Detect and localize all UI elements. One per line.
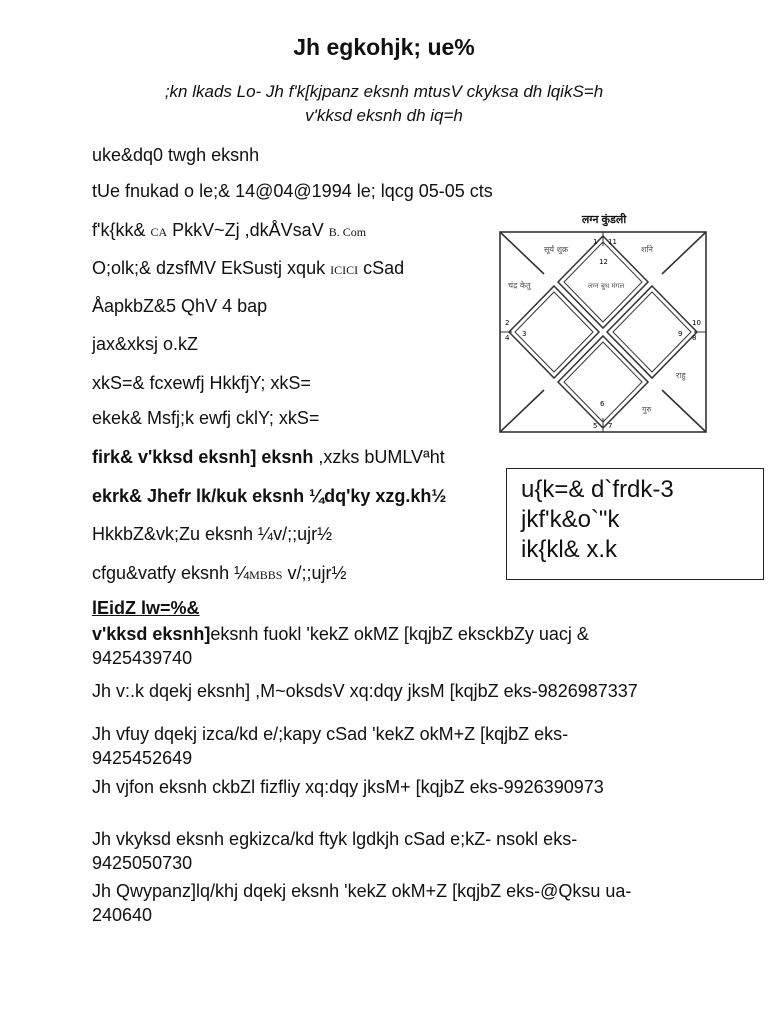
planet-label: गुरु	[642, 405, 652, 414]
house-number: 5	[593, 422, 598, 430]
kundali-diagram	[496, 226, 712, 440]
contacts-heading: lEidZ lw=%&	[92, 598, 200, 618]
rashi-line: jkf'k&o`"k	[521, 506, 620, 533]
house-number: 6	[600, 400, 605, 408]
detail-father	[92, 447, 445, 468]
contact-text: eksnh fuokl 'kekZ okMZ [kqjbZ eksckbZy uacj & 9425439740	[92, 624, 589, 668]
education-middle: PkkV~Zj ,dkÅVsaV	[167, 220, 329, 240]
house-number: 4	[505, 334, 510, 342]
house-number: 1	[593, 238, 598, 246]
sister-degree: MBBS	[249, 568, 283, 582]
subtitle-line-1: ;kn lkads Lo- Jh f'k[kjpanz eksnh mtusV ckyksa dh lqikS=h	[164, 82, 604, 101]
house-number: 3	[522, 330, 527, 338]
house-number: 11	[608, 238, 617, 246]
education-prefix: f'k{kk&	[92, 220, 151, 240]
detail-education	[92, 220, 366, 241]
contact-item: Jh vjfon eksnh ckbZl fizfliy xq:dqy jksM+ [kqjbZ eks-9926390973	[92, 777, 604, 797]
subtitle-line-2: v'kksd eksnh dh iq=h	[305, 106, 463, 125]
detail-birth: tUe fnukad o le;& 14@04@1994 le; lqcg 05-05 cts	[92, 181, 493, 201]
sister-prefix: cfgu&vatfy eksnh ¼	[92, 563, 250, 583]
house-number: 2	[505, 319, 510, 327]
occupation-prefix: O;olk;& dzsfMV EkSustj xquk	[92, 258, 331, 278]
planet-label: सूर्य शुक्र	[544, 245, 569, 254]
contact-item: Jh v:.k dqekj eksnh] ,M~oksdsV xq:dqy jksM [kqjbZ eks-9826987337	[92, 681, 638, 701]
sister-suffix: v/;;ujr½	[282, 563, 347, 583]
detail-occupation	[92, 258, 404, 279]
education-ca: CA	[150, 225, 168, 239]
house-number: 9	[678, 330, 683, 338]
detail-name: uke&dq0 twgh eksnh	[92, 145, 260, 165]
contact-item	[92, 622, 652, 670]
planet-label: लग्न बुध मंगल	[588, 282, 625, 290]
detail-complexion: jax&xksj o.kZ	[92, 334, 199, 354]
father-business: ,xzks bUMLVªht	[313, 447, 445, 467]
kundali-chart	[496, 212, 712, 438]
nakshatra-line: u{k=& d`frdk-3	[521, 476, 674, 503]
house-number: 8	[692, 334, 697, 342]
contact-item: Jh vfuy dqekj izca/kd e/;kapy cSad 'kekZ okM+Z [kqjbZ eks-9425452649	[92, 724, 569, 768]
detail-height: ÅapkbZ&5 QhV 4 bap	[92, 296, 268, 316]
detail-sister	[92, 563, 346, 584]
detail-gotra: xkS=& fcxewfj HkkfjY; xkS=	[92, 373, 311, 393]
detail-mama: ekek& Msfj;k ewfj cklY; xkS=	[92, 408, 320, 428]
father-name: firk& v'kksd eksnh] eksnh	[92, 447, 314, 467]
contact-name: v'kksd eksnh]	[92, 624, 211, 644]
planet-label: राहु	[676, 371, 686, 380]
occupation-suffix: cSad	[358, 258, 405, 278]
contact-item: Jh Qwypanz]lq/khj dqekj eksnh 'kekZ okM+Z [kqjbZ eks-@Qksu ua- 240640	[92, 881, 632, 925]
gana-line: ik{kl& x.k	[521, 536, 618, 563]
education-bcom: B. Com	[328, 225, 367, 239]
house-number: 7	[608, 422, 613, 430]
page-title: Jh egkohjk; ue%	[293, 34, 475, 60]
kundali-title: लग्न कुंडली	[581, 214, 627, 226]
planet-label: चंद्र केतु	[508, 281, 531, 290]
detail-brother: HkkbZ&vk;Zu eksnh ¼v/;;ujr½	[92, 524, 333, 544]
nakshatra-box	[506, 468, 764, 580]
occupation-bank: ICICI	[330, 263, 359, 277]
house-number: 10	[692, 319, 701, 327]
planet-label: शनि	[641, 245, 653, 254]
house-number: 12	[599, 258, 608, 266]
detail-mother: ekrk& Jhefr lk/kuk eksnh ¼dq'ky xzg.kh½	[92, 486, 447, 506]
subtitle	[60, 80, 708, 128]
contact-item: Jh vkyksd eksnh egkizca/kd ftyk lgdkjh cSad e;kZ- nsokl eks-9425050730	[92, 829, 578, 873]
